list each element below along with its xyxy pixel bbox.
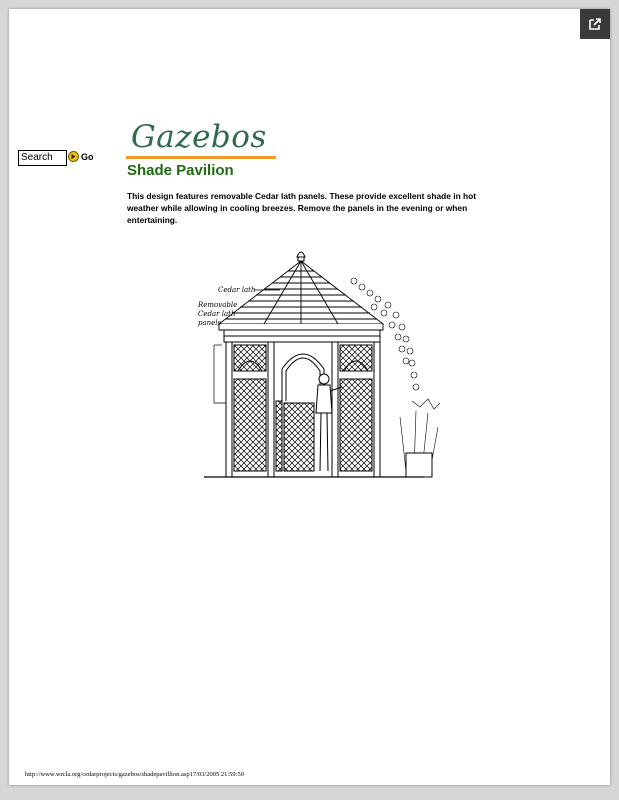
finial	[297, 252, 305, 261]
beam	[224, 330, 380, 342]
go-button[interactable]	[68, 151, 94, 162]
description-text: This design features removable Cedar lath panels. These provide excellent shade in hot weather while allowing in cooling breezes. Remove the panels in the evening or when entertaining.	[127, 191, 477, 225]
arrow-right-icon	[68, 151, 79, 162]
gazebo-illustration	[184, 241, 444, 487]
roof	[219, 261, 383, 330]
brand-heading: Gazebos	[131, 119, 267, 155]
external-link-icon	[588, 17, 602, 31]
label-removable-line2: Cedar lath	[198, 310, 236, 318]
popout-button[interactable]	[580, 9, 610, 39]
heading-divider	[126, 156, 276, 159]
footer-url: http://www.wrcla.org/cedarprojects/gazebos/shadepavillion.asp17/03/2005 21:59:50	[25, 771, 244, 778]
lattice-panels	[234, 345, 372, 471]
go-label: Go	[81, 151, 94, 162]
label-removable-line1: Removable	[198, 301, 238, 309]
search-input[interactable]	[18, 150, 67, 166]
page-title: Shade Pavilion	[127, 162, 234, 179]
label-cedar-lath: Cedar lath	[218, 286, 256, 294]
planter	[406, 453, 432, 477]
label-removable-line3: panels	[198, 319, 222, 327]
document-page	[9, 9, 610, 785]
